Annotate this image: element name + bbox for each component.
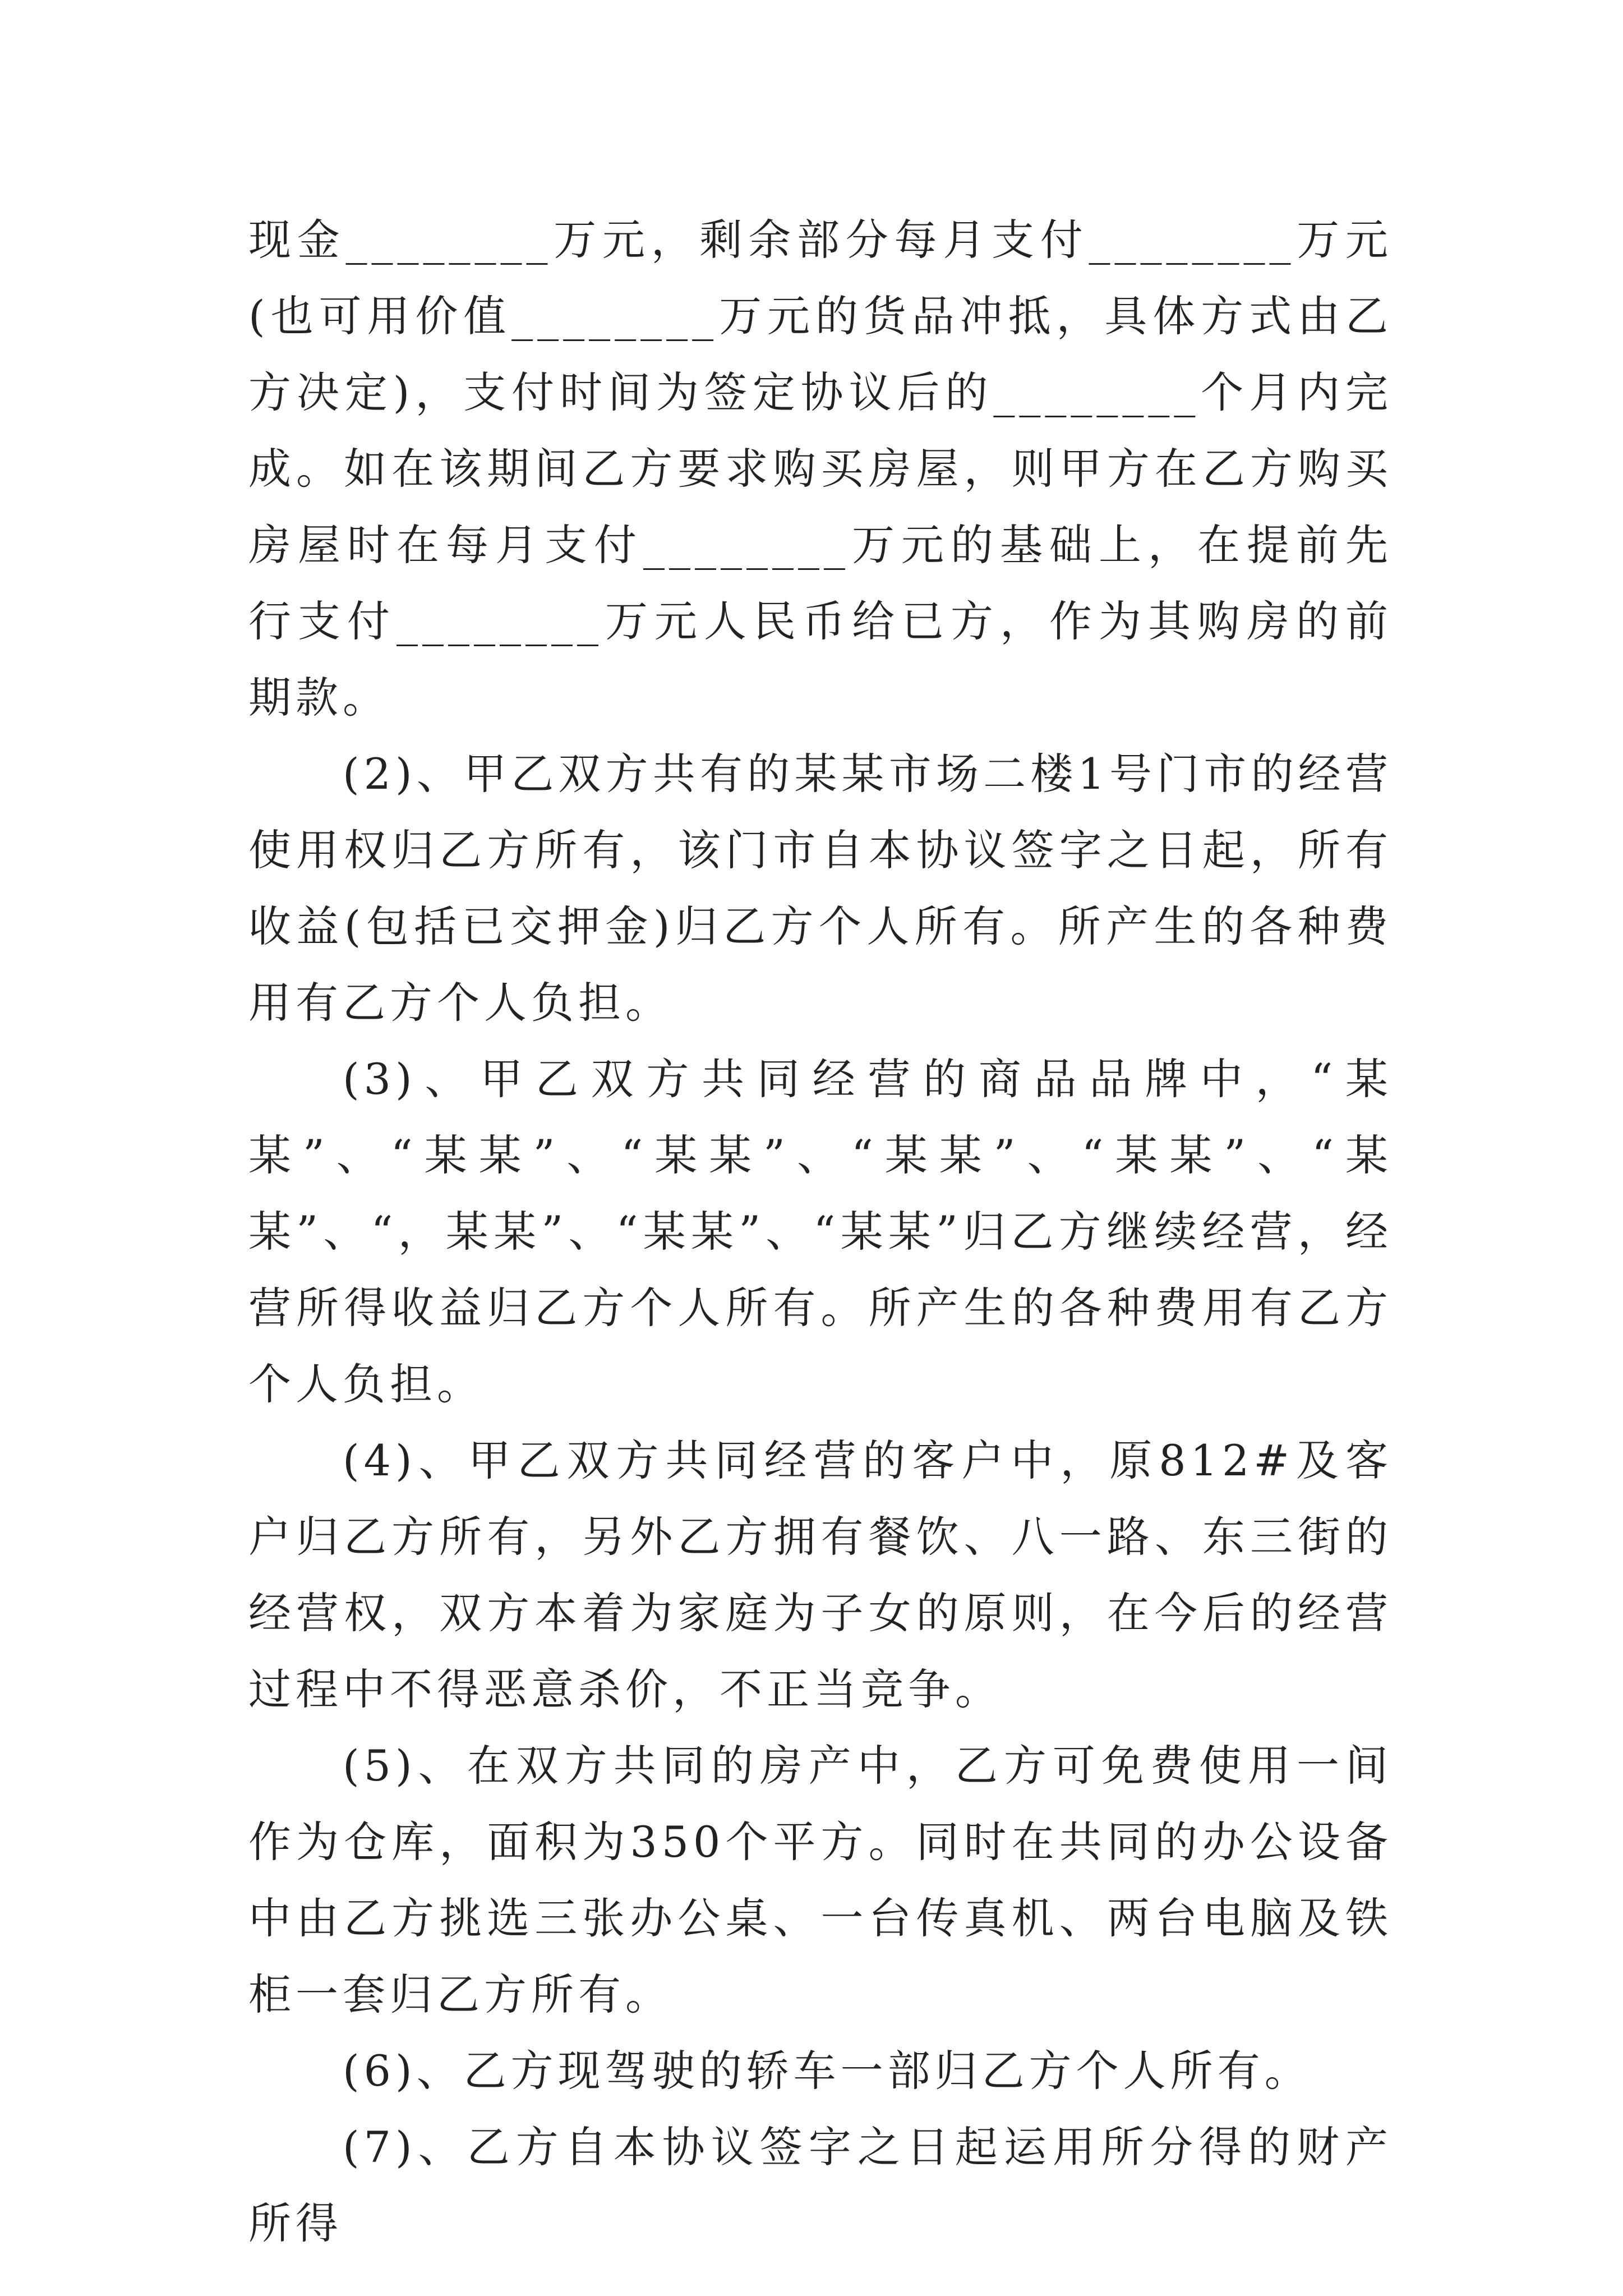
paragraph-clause-4: (4)、甲乙双方共同经营的客户中，原812#及客户归乙方所有，另外乙方拥有餐饮、八一路、东三街的经营权，双方本着为家庭为子女的原则，在今后的经营过程中不得恶意杀价，不正当竞争。: [248, 1435, 1393, 1714]
document-body: [248, 202, 1393, 2262]
paragraph-clause-5: (5)、在双方共同的房产中，乙方可免费使用一间作为仓库，面积为350个平方。同时在共同的办公设备中由乙方挑选三张办公桌、一台传真机、两台电脑及铁柜一套归乙方所有。: [248, 1741, 1393, 2019]
paragraph-clause-6: (6)、乙方现驾驶的轿车一部归乙方个人所有。: [343, 2046, 1312, 2096]
paragraph-clause-7: (7)、乙方自本协议签字之日起运用所分得的财产所得: [248, 2122, 1393, 2248]
paragraph-clause-2: (2)、甲乙双方共有的某某市场二楼1号门市的经营使用权归乙方所有，该门市自本协议签字之日起，所有收益(包括已交押金)归乙方个人所有。所产生的各种费用有乙方个人负担。: [248, 749, 1393, 1028]
paragraph-clause-3: (3)、甲乙双方共同经营的商品品牌中，“某某”、“某某”、“某某”、“某某”、“某某”、“某某”、“，某某”、“某某”、“某某”归乙方继续经营，经营所得收益归乙方个人所有。所产生的各种费用有乙方个人负担。: [248, 1054, 1393, 1409]
paragraph-payment-terms: 现金________万元，剩余部分每月支付________万元(也可用价值________万元的货品冲抵，具体方式由乙方决定)，支付时间为签定协议后的________个月内完成。如在该期间乙方要求购买房屋，则甲方在乙方购买房屋时在每月支付________万元的基础上，在提前先行支付________万元人民币给已方，作为其购房的前期款。: [248, 215, 1393, 723]
